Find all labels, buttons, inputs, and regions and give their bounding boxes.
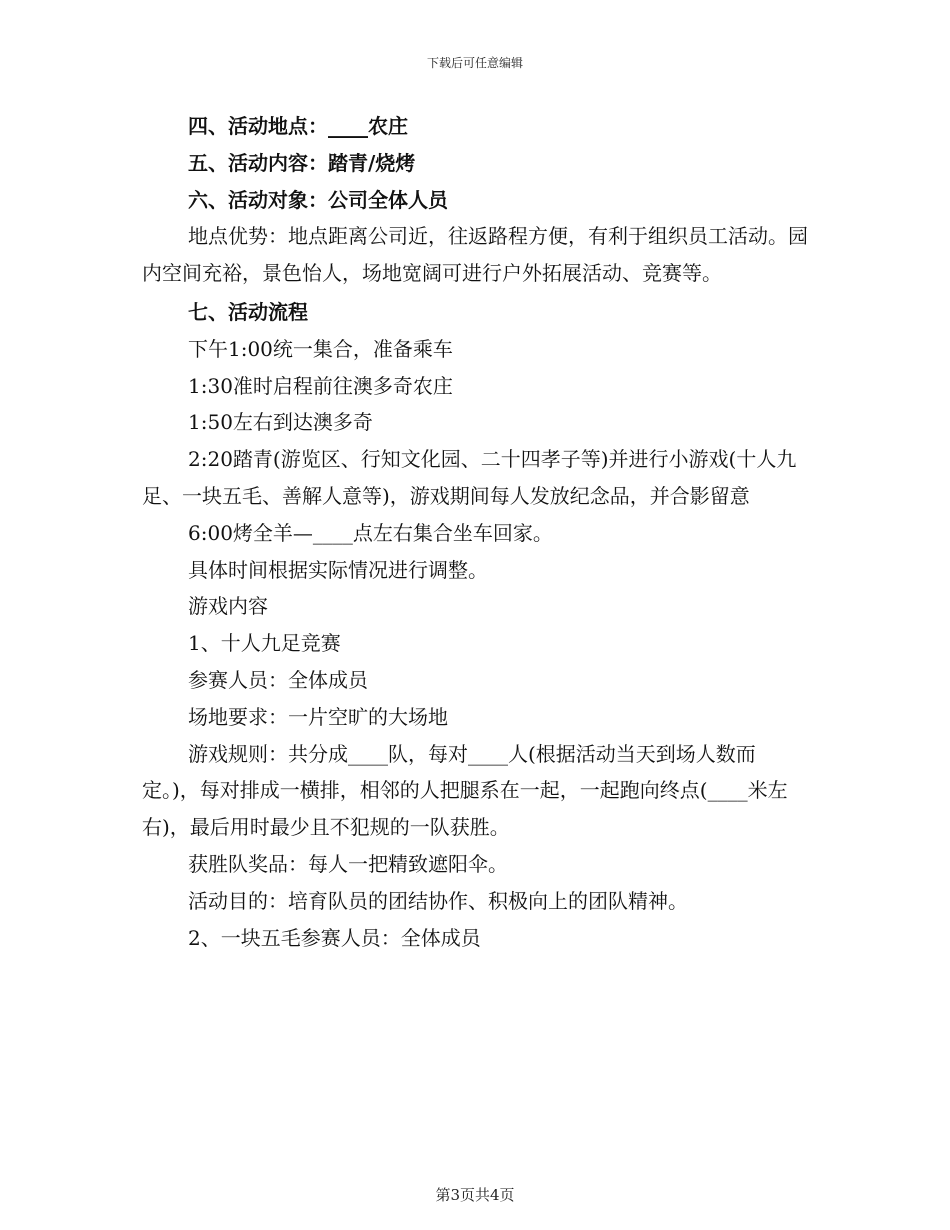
section-heading-content: 五、活动内容：踏青/烧烤 (188, 150, 416, 175)
game-purpose: 活动目的：培育队员的团结协作、积极向上的团队精神。 (188, 888, 688, 913)
page-header: 下载后可任意编辑 (426, 56, 523, 70)
schedule-item: 1:30准时启程前往澳多奇农庄 (188, 373, 453, 398)
schedule-item: 下午1:00统一集合，准备乘车 (188, 336, 453, 361)
schedule-item: 6:00烤全羊—____点左右集合坐车回家。 (188, 520, 553, 545)
game-prize: 获胜队奖品：每人一把精致遮阳伞。 (188, 851, 508, 876)
game-rules: 游戏规则：共分成____队，每对____人(根据活动当天到场人数而定。)，每对排成一横排，相邻的人把腿系在一起，一起跑向终点(____米左右)，最后用时最少且不犯规的一队获胜。 (142, 741, 788, 840)
schedule-item: 1:50左右到达澳多奇 (188, 410, 373, 435)
section-heading-audience: 六、活动对象：公司全体人员 (188, 187, 448, 212)
section-heading-schedule: 七、活动流程 (188, 299, 308, 324)
paragraph-location-advantages: 地点优势：地点距离公司近，往返路程方便，有利于组织员工活动。园内空间充裕，景色怡人，场地宽阔可进行户外拓展活动、竞赛等。 (142, 224, 808, 286)
document-body (142, 108, 808, 956)
section-heading-location: 四、活动地点：____农庄 (188, 114, 408, 138)
game-participants: 参赛人员：全体成员 (188, 667, 368, 692)
game-title: 1、十人九足竞赛 (188, 631, 341, 656)
paragraph-note: 具体时间根据实际情况进行调整。 (188, 557, 488, 582)
page-footer: 第3页共4页 (435, 1186, 515, 1204)
schedule-item: 2:20踏青(游览区、行知文化园、二十四孝子等)并进行小游戏(十人九足、一块五毛、善解人意等)，游戏期间每人发放纪念品，并合影留意 (142, 447, 797, 508)
game-venue: 场地要求：一片空旷的大场地 (188, 704, 448, 729)
game-title: 2、一块五毛参赛人员：全体成员 (188, 925, 481, 950)
paragraph-games-title: 游戏内容 (188, 594, 268, 619)
